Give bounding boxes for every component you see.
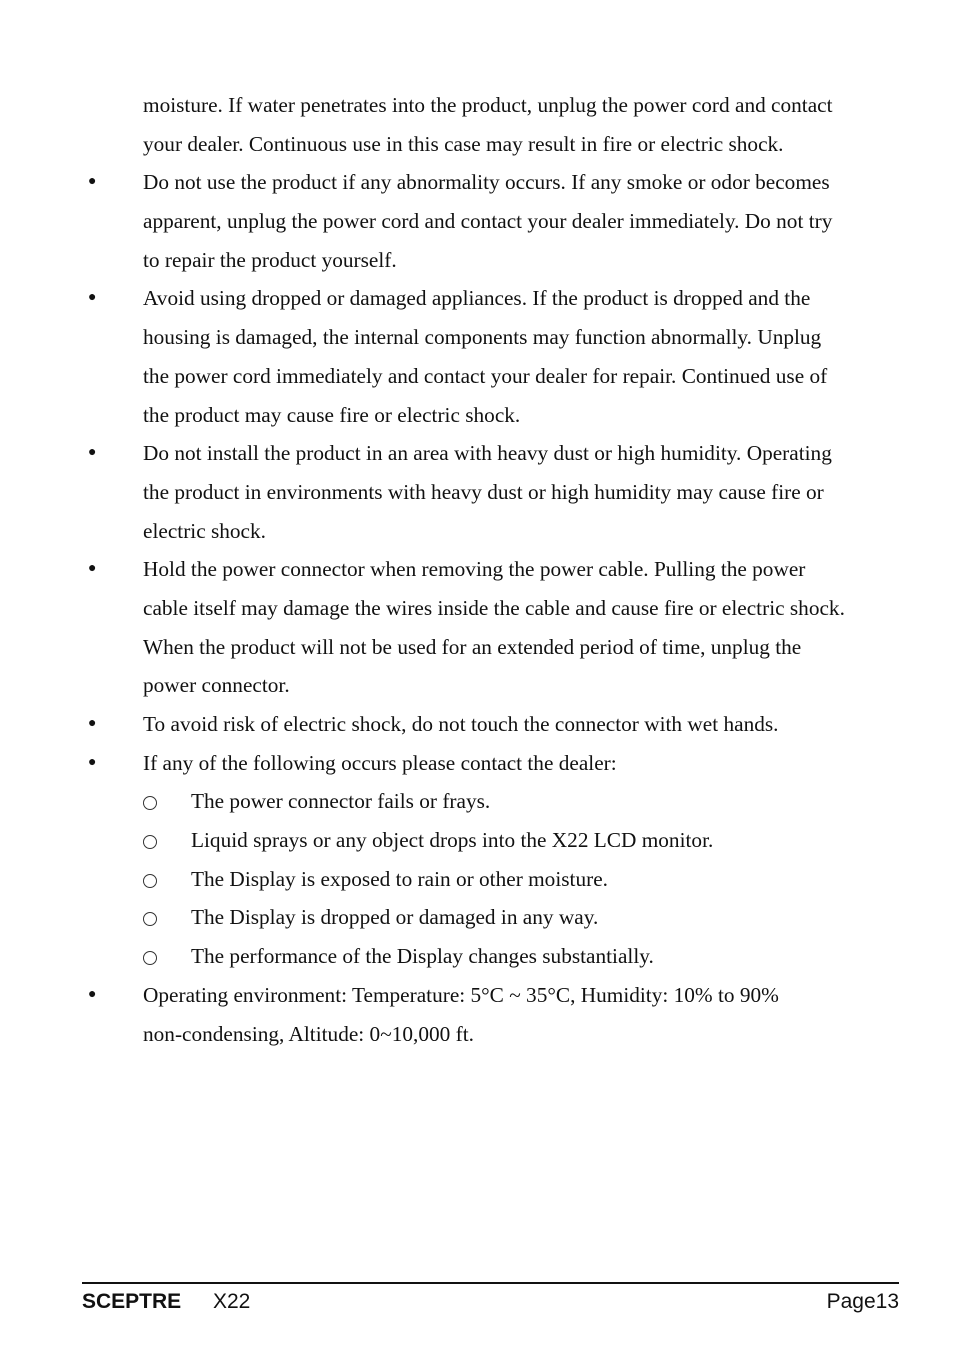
line-text: the product in environments with heavy dust or high humidity may cause fire or <box>143 479 824 504</box>
line-text: your dealer. Continuous use in this case may result in fire or electric shock. <box>143 131 784 156</box>
sub-list-item <box>0 821 954 860</box>
bullet-dot-icon: ● <box>88 754 97 770</box>
sub-list-item <box>0 860 954 899</box>
bullet-dot-icon: ● <box>88 716 97 731</box>
line-text: Do not install the product in an area with heavy dust or high humidity. Operating <box>143 441 832 466</box>
footer-divider <box>82 1282 899 1284</box>
hollow-circle-icon <box>143 835 157 849</box>
line-text: housing is damaged, the internal components may function abnormally. Unplug <box>143 325 822 350</box>
line-text: Do not use the product if any abnormality occurs. If any smoke or odor becomes <box>143 170 830 195</box>
bullet-list-item <box>0 163 954 202</box>
text-line <box>0 666 954 705</box>
line-text: The performance of the Display changes substantially. <box>191 944 654 969</box>
bullet-list-item <box>0 434 954 473</box>
line-text: the product may cause fire or electric shock. <box>143 402 521 427</box>
text-line <box>0 1015 954 1054</box>
sub-list-item <box>0 782 954 821</box>
line-text: Operating environment: Temperature: 5°C ~ 35°C, Humidity: 10% to 90% <box>143 982 779 1007</box>
line-text: to repair the product yourself. <box>143 247 397 272</box>
bullet-list-item <box>0 550 954 589</box>
bullet-list-item <box>0 279 954 318</box>
line-text: The power connector fails or frays. <box>191 789 491 814</box>
page-body <box>0 86 954 1053</box>
hollow-circle-icon <box>143 951 157 965</box>
text-line <box>0 357 954 396</box>
bullet-dot-icon: ● <box>88 174 97 190</box>
line-text: To avoid risk of electric shock, do not touch the connector with wet hands. <box>143 712 779 736</box>
text-line <box>0 473 954 512</box>
text-line <box>0 512 954 551</box>
bullet-dot-icon: ● <box>88 290 97 306</box>
text-line <box>0 202 954 241</box>
line-text: moisture. If water penetrates into the product, unplug the power cord and contact <box>143 93 833 117</box>
bullet-dot-icon: ● <box>88 986 97 1002</box>
line-text: If any of the following occurs please contact the dealer: <box>143 750 617 775</box>
line-text: non-condensing, Altitude: 0~10,000 ft. <box>143 1021 474 1046</box>
line-text: Hold the power connector when removing the power cable. Pulling the power <box>143 557 806 582</box>
line-text: The Display is exposed to rain or other moisture. <box>191 866 608 891</box>
line-text: electric shock. <box>143 518 266 543</box>
text-line <box>0 628 954 667</box>
bullet-dot-icon: ● <box>88 561 97 577</box>
footer-page-number: Page13 <box>826 1290 899 1313</box>
text-line <box>0 125 954 164</box>
sub-list-item <box>0 898 954 937</box>
hollow-circle-icon <box>143 874 157 888</box>
bullet-list-item <box>0 744 954 783</box>
footer-model: X22 <box>213 1290 251 1313</box>
line-text: apparent, unplug the power cord and contact your dealer immediately. Do not try <box>143 209 833 234</box>
text-line <box>0 396 954 435</box>
bullet-dot-icon: ● <box>88 445 97 461</box>
line-text: cable itself may damage the wires inside the cable and cause fire or electric shock. <box>143 595 845 620</box>
line-text: power connector. <box>143 673 290 698</box>
bullet-list-item <box>0 976 954 1015</box>
bullet-list-item <box>0 705 954 744</box>
line-text: Liquid sprays or any object drops into the X22 LCD monitor. <box>191 828 714 853</box>
sub-list-item <box>0 937 954 976</box>
text-line <box>0 241 954 280</box>
line-text: the power cord immediately and contact your dealer for repair. Continued use of <box>143 363 828 388</box>
page-footer <box>82 1288 899 1316</box>
line-text: Avoid using dropped or damaged appliances. If the product is dropped and the <box>143 286 811 311</box>
hollow-circle-icon <box>143 796 157 810</box>
text-line <box>0 318 954 357</box>
text-line <box>0 589 954 628</box>
line-text: When the product will not be used for an extended period of time, unplug the <box>143 634 802 659</box>
line-text: The Display is dropped or damaged in any way. <box>191 905 599 930</box>
hollow-circle-icon <box>143 912 157 926</box>
text-line <box>0 86 954 125</box>
footer-brand: SCEPTRE <box>82 1290 182 1313</box>
